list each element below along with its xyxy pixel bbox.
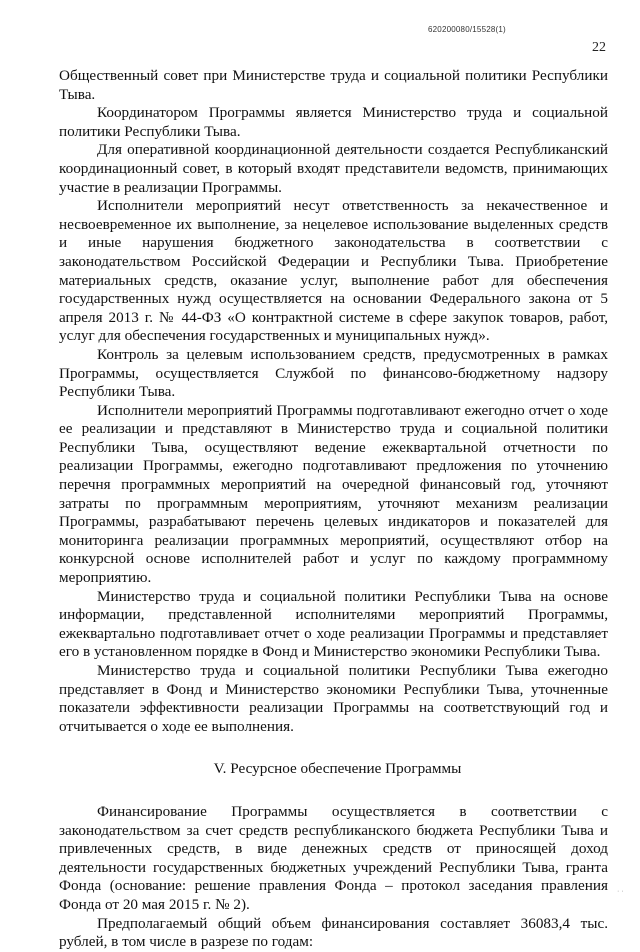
document-id: 620200080/15528(1) (428, 25, 506, 34)
paragraph: Финансирование Программы осуществляется в соответствии с законодательством за счет средств республиканского бюджета Республики Тыва и привлеченных средств, в виде денежных средств от приносящей доход деятельности государственных бюджетных учреждений Республики Тыва, гранта Фонда (основание: решение правления Фонда – протокол заседания правления Фонда от 20 мая 2015 г. № 2). (59, 802, 608, 913)
scan-mark: · · (617, 888, 624, 895)
paragraph: Министерство труда и социальной политики Республики Тыва ежегодно представляет в Фонд и Министерство экономики Республики Тыва, уточненные показатели эффективности реализации Программы на соответствующий год и отчитывается о ходе ее выполнения. (59, 662, 608, 735)
paragraph: Исполнители мероприятий Программы подготавливают ежегодно отчет о ходе ее реализации и представляют в Министерство труда и социальной политики Республики Тыва, осуществляют ведение ежеквартальной отчетности по реализации Программы, ежегодно подготавливают предложения по уточнению перечня программных мероприятий на очередной финансовый год, уточняют затраты по программным мероприятиям, уточняют механизм реализации Программы, разрабатывают перечень целевых индикаторов и показателей для мониторинга реализации программных мероприятий, осуществляют отбор на конкурсной основе исполнителей работ и услуг по каждому программному мероприятию. (59, 401, 608, 587)
paragraph: Предполагаемый общий объем финансирования составляет 36083,4 тыс. рублей, в том числе в разрезе по годам: (59, 914, 608, 951)
section-heading: V. Ресурсное обеспечение Программы (213, 760, 462, 778)
paragraph: Контроль за целевым использованием средств, предусмотренных в рамках Программы, осуществляется Службой по финансово-бюджетному надзору Республики Тыва. (59, 345, 608, 401)
document-body (59, 67, 608, 952)
paragraph: Для оперативной координационной деятельности создается Республиканский координационный совет, в который входят представители ведомств, принимающих участие в реализации Программы. (59, 141, 608, 196)
paragraph: Общественный совет при Министерстве труда и социальной политики Республики Тыва. (59, 67, 608, 103)
paragraph: Министерство труда и социальной политики Республики Тыва на основе информации, представленной исполнителями мероприятий Программы, ежеквартально подготавливает отчет о ходе реализации Программы и представляет его в установленном порядке в Фонд и Министерство экономики Республики Тыва. (59, 587, 608, 661)
paragraph: Исполнители мероприятий несут ответственность за некачественное и несвоевременное их выполнение, за нецелевое использование выделенных средств и иные нарушения бюджетного законодательства в соответствии с законодательством Российской Федерации и Республики Тыва. Приобретение материальных средств, оказание услуг, выполнение работ для обеспечения государственных нужд осуществляется на основании Федерального закона от 5 апреля 2013 г. № 44-ФЗ «О контрактной системе в сфере закупок товаров, работ, услуг для обеспечения государственных и муниципальных нужд». (59, 197, 608, 345)
paragraph: Координатором Программы является Министерство труда и социальной политики Республики Тыва. (59, 104, 608, 140)
page-number: 22 (592, 40, 606, 55)
